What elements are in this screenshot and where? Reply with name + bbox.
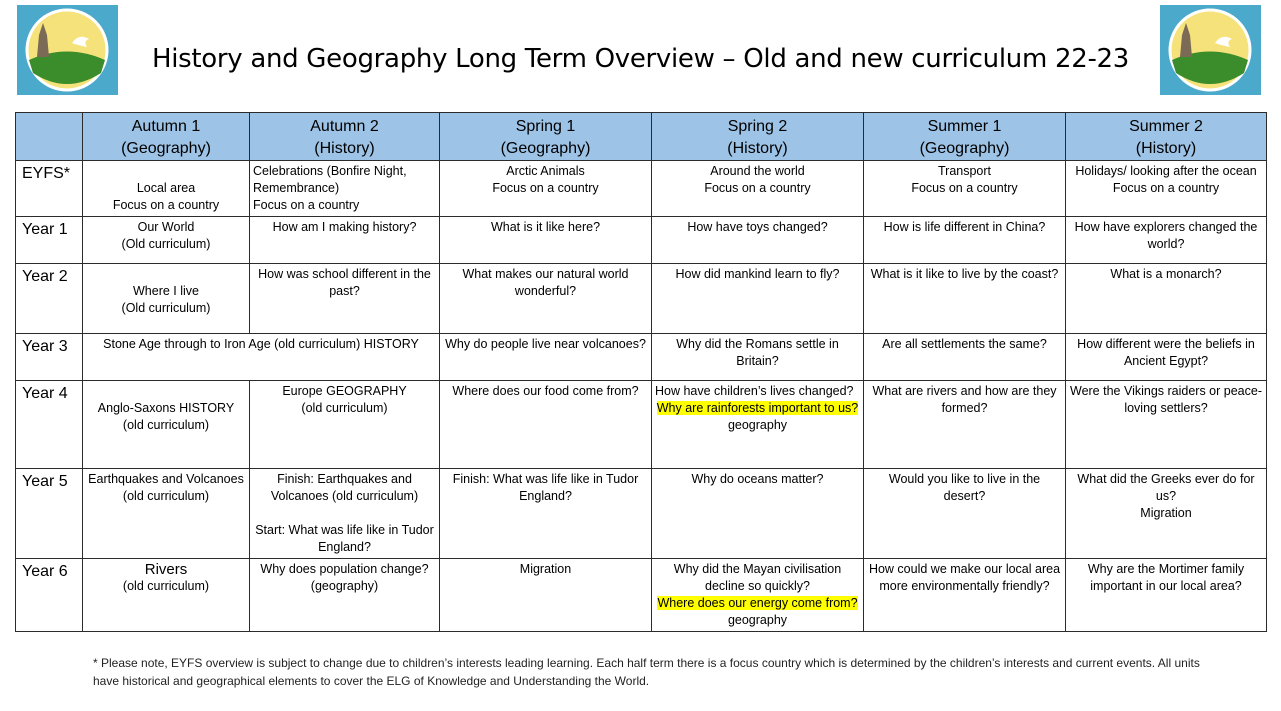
row-label: Year 1 <box>16 217 83 264</box>
cell: Around the world Focus on a country <box>652 161 864 217</box>
cell: Are all settlements the same? <box>864 334 1066 381</box>
row-year-6 <box>16 559 1267 632</box>
cell: Rivers (old curriculum) <box>83 559 250 632</box>
highlighted-unit: Where does our energy come from? <box>657 596 858 610</box>
cell: Where does our food come from? <box>440 381 652 469</box>
cell: What is a monarch? <box>1066 264 1267 334</box>
page-title: History and Geography Long Term Overview – Old and new curriculum 22-23 <box>151 44 1130 74</box>
cell: Local area Focus on a country <box>83 161 250 217</box>
cell: How was school different in the past? <box>250 264 440 334</box>
cell: Holidays/ looking after the ocean Focus on a country <box>1066 161 1267 217</box>
row-year-5 <box>16 469 1267 559</box>
cell: Finish: What was life like in Tudor England? <box>440 469 652 559</box>
cell: Were the Vikings raiders or peace-loving settlers? <box>1066 381 1267 469</box>
footnote: * Please note, EYFS overview is subject to change due to children’s interests leading learning. Each half term there is a focus country which is determined by the children’s interests and current events. All units have historical and geographical elements to cover the ELG of Knowledge and Understanding the World. <box>93 656 1200 688</box>
cell: How am I making history? <box>250 217 440 264</box>
cell: Migration <box>440 559 652 632</box>
row-year-2 <box>16 264 1267 334</box>
corner-cell <box>16 113 83 161</box>
cell: Why do people live near volcanoes? <box>440 334 652 381</box>
row-year-3 <box>16 334 1267 381</box>
cell: How did mankind learn to fly? <box>652 264 864 334</box>
row-label: EYFS* <box>16 161 83 217</box>
cell: Why are the Mortimer family important in our local area? <box>1066 559 1267 632</box>
row-label: Year 2 <box>16 264 83 334</box>
cell: What makes our natural world wonderful? <box>440 264 652 334</box>
cell: Anglo-Saxons HISTORY (old curriculum) <box>83 381 250 469</box>
row-label: Year 3 <box>16 334 83 381</box>
cell: How have children’s lives changed? Why are rainforests important to us? geography <box>652 381 864 469</box>
cell: How could we make our local area more environmentally friendly? <box>864 559 1066 632</box>
row-label: Year 6 <box>16 559 83 632</box>
cell: How have explorers changed the world? <box>1066 217 1267 264</box>
cell: How have toys changed? <box>652 217 864 264</box>
highlighted-unit: Why are rainforests important to us? <box>656 401 859 415</box>
cell: How is life different in China? <box>864 217 1066 264</box>
overview-table <box>15 112 1267 632</box>
cell: How different were the beliefs in Ancient Egypt? <box>1066 334 1267 381</box>
row-eyfs <box>16 161 1267 217</box>
cell: Why does population change? (geography) <box>250 559 440 632</box>
cell: Would you like to live in the desert? <box>864 469 1066 559</box>
cell: Celebrations (Bonfire Night, Remembrance) Focus on a country <box>250 161 440 217</box>
cell: What did the Greeks ever do for us? Migration <box>1066 469 1267 559</box>
row-label: Year 5 <box>16 469 83 559</box>
row-year-4 <box>16 381 1267 469</box>
cell: Europe GEOGRAPHY (old curriculum) <box>250 381 440 469</box>
cell: Stone Age through to Iron Age (old curriculum) HISTORY <box>83 334 440 381</box>
cell: Earthquakes and Volcanoes (old curriculum) <box>83 469 250 559</box>
header-spring-2: Spring 2 (History) <box>652 113 864 161</box>
cell: What are rivers and how are they formed? <box>864 381 1066 469</box>
header-summer-2: Summer 2 (History) <box>1066 113 1267 161</box>
cell: Arctic Animals Focus on a country <box>440 161 652 217</box>
cell: Transport Focus on a country <box>864 161 1066 217</box>
cell: Our World (Old curriculum) <box>83 217 250 264</box>
header-autumn-2: Autumn 2 (History) <box>250 113 440 161</box>
header-spring-1: Spring 1 (Geography) <box>440 113 652 161</box>
cell: Finish: Earthquakes and Volcanoes (old curriculum) Start: What was life like in Tudor England? <box>250 469 440 559</box>
header-summer-1: Summer 1 (Geography) <box>864 113 1066 161</box>
header-autumn-1: Autumn 1 (Geography) <box>83 113 250 161</box>
cell: Why did the Mayan civilisation decline so quickly? Where does our energy come from? geography <box>652 559 864 632</box>
cell: Why do oceans matter? <box>652 469 864 559</box>
cell: What is it like here? <box>440 217 652 264</box>
row-label: Year 4 <box>16 381 83 469</box>
row-year-1 <box>16 217 1267 264</box>
cell: What is it like to live by the coast? <box>864 264 1066 334</box>
cell: Why did the Romans settle in Britain? <box>652 334 864 381</box>
header-row <box>16 113 1267 161</box>
cell: Where I live (Old curriculum) <box>83 264 250 334</box>
